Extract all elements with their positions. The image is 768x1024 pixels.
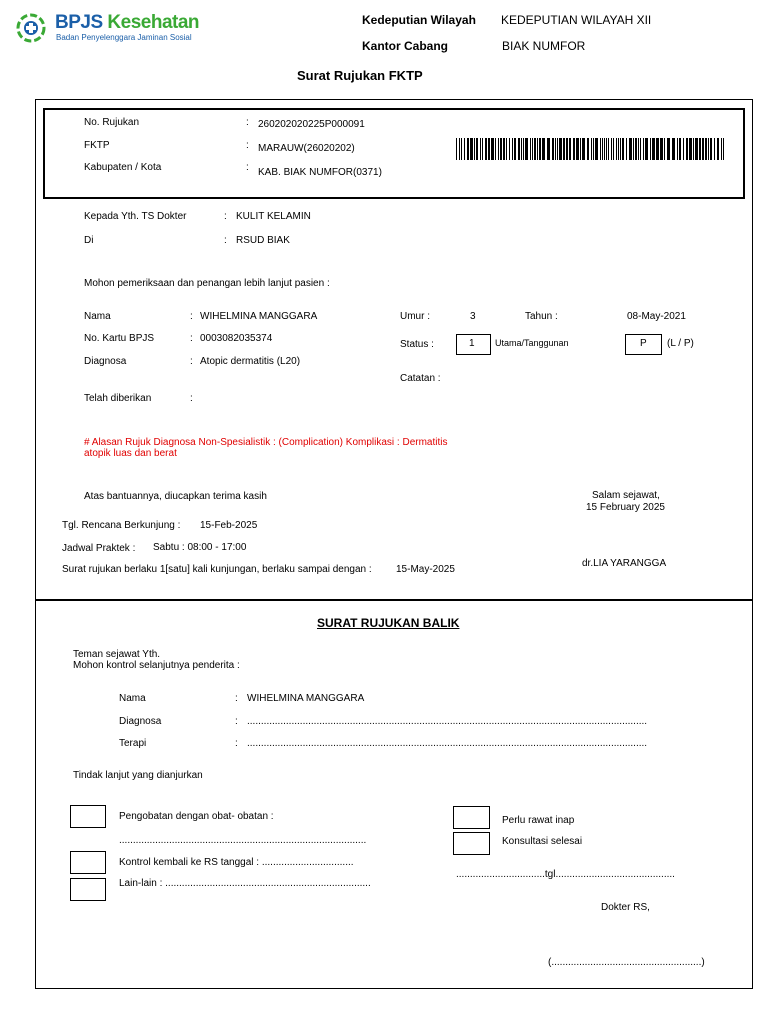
diagnosis-label: Diagnosa [84, 356, 127, 367]
doctor-label: Kepada Yth. TS Dokter [84, 211, 187, 222]
inpatient-option-label: Perlu rawat inap [502, 815, 575, 826]
logo-wordmark [55, 12, 199, 34]
control-checkbox[interactable] [70, 851, 106, 874]
destination-label: Di [84, 235, 94, 246]
year-label: Tahun : [525, 311, 558, 322]
page-title: Surat Rujukan FKTP [297, 68, 423, 83]
medication-checkbox[interactable] [70, 805, 106, 828]
validity-date: 15-May-2025 [396, 564, 455, 575]
region-label: Kedeputian Wilayah [362, 13, 476, 27]
control-option-label: Kontrol kembali ke RS tanggal : ................................. [119, 857, 354, 868]
validity-text: Surat rujukan berlaku 1[satu] kali kunjungan, berlaku sampai dengan : [62, 564, 372, 575]
medication-option-label: Pengobatan dengan obat- obatan : [119, 811, 274, 822]
card-number-value: 0003082035374 [200, 333, 273, 344]
back-diagnosis-dots: ................................................................................................................................................ [247, 716, 648, 727]
sex-value: P [640, 338, 647, 349]
barcode-icon [456, 138, 728, 160]
birth-date-value: 08-May-2021 [627, 311, 686, 322]
region-value: KEDEPUTIAN WILAYAH XII [501, 13, 652, 27]
regency-value: KAB. BIAK NUMFOR(0371) [258, 167, 382, 178]
colon: : [246, 140, 249, 151]
logo-name: BPJS [55, 12, 103, 33]
regency-label: Kabupaten / Kota [84, 162, 162, 173]
other-checkbox[interactable] [70, 878, 106, 901]
schedule-label: Jadwal Praktek : [62, 543, 136, 554]
followup-label: Tindak lanjut yang dianjurkan [73, 770, 203, 781]
branch-label: Kantor Cabang [362, 39, 449, 53]
greeting-date: 15 February 2025 [586, 502, 665, 513]
consult-done-checkbox[interactable] [453, 832, 490, 855]
colon: : [235, 738, 238, 749]
greeting-text: Salam sejawat, [592, 490, 660, 501]
inpatient-checkbox[interactable] [453, 806, 490, 829]
thanks-text: Atas bantuannya, diucapkan terima kasih [84, 491, 267, 502]
back-referral-title: SURAT RUJUKAN BALIK [317, 616, 460, 630]
colon: : [246, 117, 249, 128]
age-label: Umur : [400, 311, 430, 322]
back-name-label: Nama [119, 693, 146, 704]
doctor-name: dr.LIA YARANGGA [582, 558, 667, 569]
medication-dots: ......................................................................................... [119, 835, 367, 846]
card-number-label: No. Kartu BPJS [84, 333, 155, 344]
back-name-value: WIHELMINA MANGGARA [247, 693, 365, 704]
request-text: Mohon pemeriksaan dan penangan lebih lanjut pasien : [84, 278, 330, 289]
logo-subtitle: Badan Penyelenggara Jaminan Sosial [56, 33, 192, 42]
logo-name-2: Kesehatan [107, 12, 200, 33]
consult-done-option-label: Konsultasi selesai [502, 836, 583, 847]
referral-reason-line-2: atopik luas dan berat [84, 448, 177, 459]
schedule-value: Sabtu : 08:00 - 17:00 [153, 542, 247, 553]
treatment-given-label: Telah diberikan [84, 393, 152, 404]
status-description: Utama/Tanggunan [495, 338, 569, 348]
visit-plan-value: 15-Feb-2025 [200, 520, 258, 531]
back-greeting-2: Mohon kontrol selanjutnya penderita : [73, 660, 240, 671]
colon: : [224, 211, 227, 222]
patient-name-label: Nama [84, 311, 111, 322]
status-label: Status : [400, 339, 434, 350]
colon: : [235, 716, 238, 727]
colon: : [224, 235, 227, 246]
back-therapy-dots: ................................................................................................................................................ [247, 738, 648, 749]
colon: : [235, 693, 238, 704]
age-value: 3 [470, 311, 476, 322]
back-diagnosis-label: Diagnosa [119, 716, 162, 727]
other-option-label: Lain-lain : .......................................................................... [119, 878, 371, 889]
destination-value: RSUD BIAK [236, 235, 290, 246]
referral-number-label: No. Rujukan [84, 117, 140, 128]
colon: : [190, 356, 193, 367]
signature-line: (......................................................) [548, 957, 705, 968]
colon: : [190, 311, 193, 322]
hospital-doctor-label: Dokter RS, [601, 902, 650, 913]
back-greeting-1: Teman sejawat Yth. [73, 649, 161, 660]
colon: : [246, 162, 249, 173]
date-line: ................................tgl........................................... [456, 869, 675, 880]
patient-name-value: WIHELMINA MANGGARA [200, 311, 318, 322]
bpjs-logo-icon [16, 13, 46, 43]
colon: : [190, 393, 193, 404]
visit-plan-label: Tgl. Rencana Berkunjung : [62, 520, 181, 531]
diagnosis-value: Atopic dermatitis (L20) [200, 356, 301, 367]
fktp-value: MARAUW(26020202) [258, 143, 355, 154]
notes-label: Catatan : [400, 373, 441, 384]
referral-reason-line-1: # Alasan Rujuk Diagnosa Non-Spesialistik : (Complication) Komplikasi : Dermatitis [84, 437, 448, 448]
sex-options: (L / P) [667, 338, 694, 349]
fktp-label: FKTP [84, 140, 110, 151]
status-value: 1 [469, 338, 475, 349]
branch-value: BIAK NUMFOR [502, 39, 586, 53]
doctor-specialty-value: KULIT KELAMIN [236, 211, 311, 222]
back-therapy-label: Terapi [119, 738, 147, 749]
colon: : [190, 333, 193, 344]
referral-number-value: 260202020225P000091 [258, 119, 365, 130]
